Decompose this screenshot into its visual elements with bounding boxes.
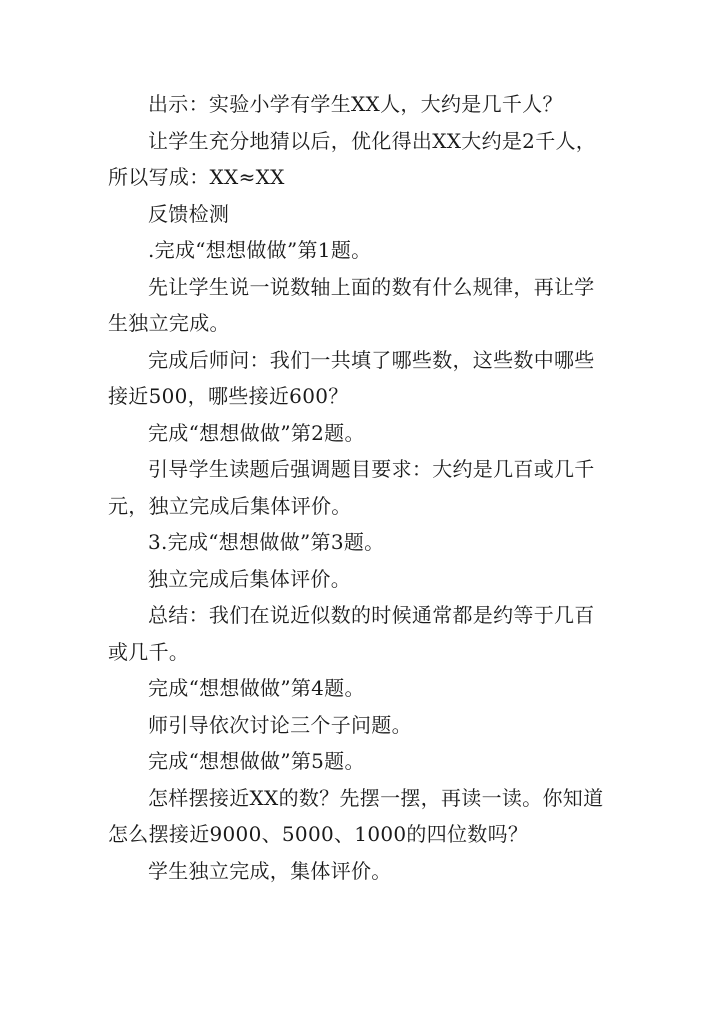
paragraph: 反馈检测 <box>148 201 230 226</box>
paragraph: 学生独立完成，集体评价。 <box>148 858 392 883</box>
paragraph: 师引导依次讨论三个子问题。 <box>148 712 412 737</box>
paragraph: 让学生充分地猜以后，优化得出XX大约是2千人，所以写成：XX≈XX <box>108 128 597 189</box>
paragraph: 完成“想想做做”第2题。 <box>148 420 365 445</box>
paragraph: 完成后师问：我们一共填了哪些数，这些数中哪些接近500，哪些接近600？ <box>108 347 595 408</box>
document-body <box>108 86 608 889</box>
paragraph: 完成“想想做做”第4题。 <box>148 676 365 700</box>
paragraph: 完成“想想做做”第5题。 <box>148 749 365 773</box>
paragraph: 3.完成“想想做做”第3题。 <box>148 530 385 554</box>
paragraph: 引导学生读题后强调题目要求：大约是几百或几千元，独立完成后集体评价。 <box>108 457 595 518</box>
paragraph: .完成“想想做做”第1题。 <box>148 238 372 262</box>
paragraph: 独立完成后集体评价。 <box>148 566 351 591</box>
paragraph: 出示：实验小学有学生XX人，大约是几千人？ <box>148 92 563 116</box>
paragraph: 总结：我们在说近似数的时候通常都是约等于几百或几千。 <box>108 603 595 664</box>
paragraph: 先让学生说一说数轴上面的数有什么规律，再让学生独立完成。 <box>108 274 595 335</box>
paragraph: 怎样摆接近XX的数？先摆一摆，再读一读。你知道怎么摆接近9000、5000、1000的四位数吗？ <box>108 785 604 846</box>
